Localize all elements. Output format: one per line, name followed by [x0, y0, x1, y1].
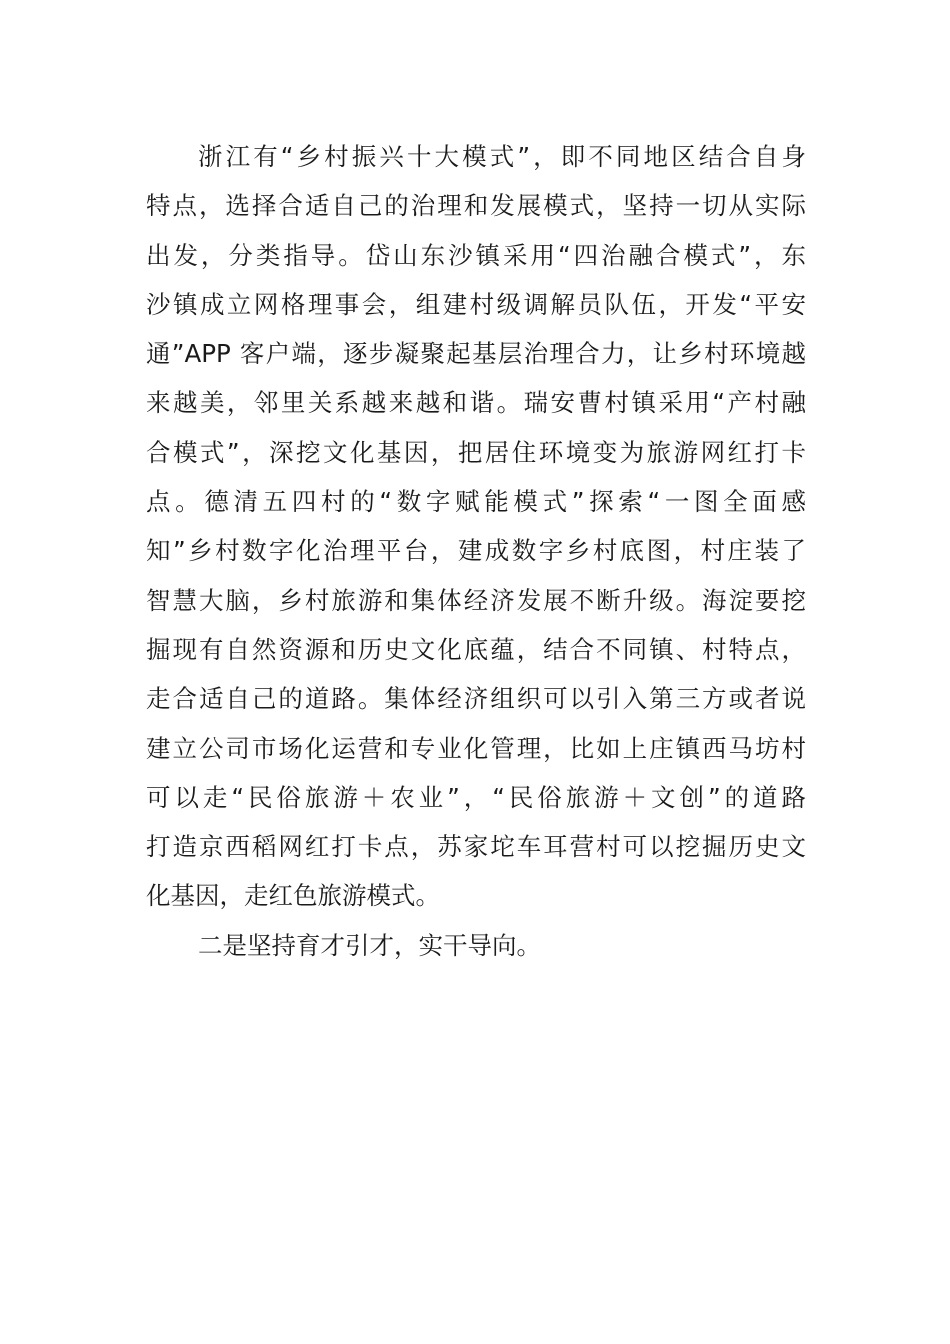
text-line: 知”乡村数字化治理平台，建成数字乡村底图，村庄装了 — [146, 536, 806, 566]
text-line: 通”APP 客户端，逐步凝聚起基层治理合力，让乡村环境越 — [146, 339, 806, 369]
text-line: 可以走“民俗旅游＋农业”，“民俗旅游＋文创”的道路 — [146, 782, 806, 812]
text-line: 智慧大脑，乡村旅游和集体经济发展不断升级。海淀要挖 — [146, 585, 806, 615]
text-line: 建立公司市场化运营和专业化管理，比如上庄镇西马坊村 — [146, 733, 806, 763]
text-line: 化基因，走红色旅游模式。 — [146, 881, 440, 911]
text-line: 来越美，邻里关系越来越和谐。瑞安曹村镇采用“产村融 — [146, 388, 806, 418]
text-line: 合模式”，深挖文化基因，把居住环境变为旅游网红打卡 — [146, 437, 806, 467]
text-line: 浙江有“乡村振兴十大模式”，即不同地区结合自身 — [198, 142, 806, 171]
paragraph-1 — [146, 132, 806, 921]
text-line: 出发，分类指导。岱山东沙镇采用“四治融合模式”，东 — [146, 240, 806, 270]
text-line: 掘现有自然资源和历史文化底蕴，结合不同镇、村特点， — [146, 634, 806, 664]
text-line: 走合适自己的道路。集体经济组织可以引入第三方或者说 — [146, 684, 806, 714]
text-line: 沙镇成立网格理事会，组建村级调解员队伍，开发“平安 — [146, 289, 806, 319]
text-line: 二是坚持育才引才，实干导向。 — [198, 930, 541, 960]
text-line: 特点，选择合适自己的治理和发展模式，坚持一切从实际 — [146, 191, 806, 221]
paragraph-2 — [146, 921, 806, 970]
text-line: 点。德清五四村的“数字赋能模式”探索“一图全面感 — [146, 487, 806, 517]
text-line: 打造京西稻网红打卡点，苏家坨车耳营村可以挖掘历史文 — [146, 832, 806, 862]
document-body — [146, 132, 806, 970]
